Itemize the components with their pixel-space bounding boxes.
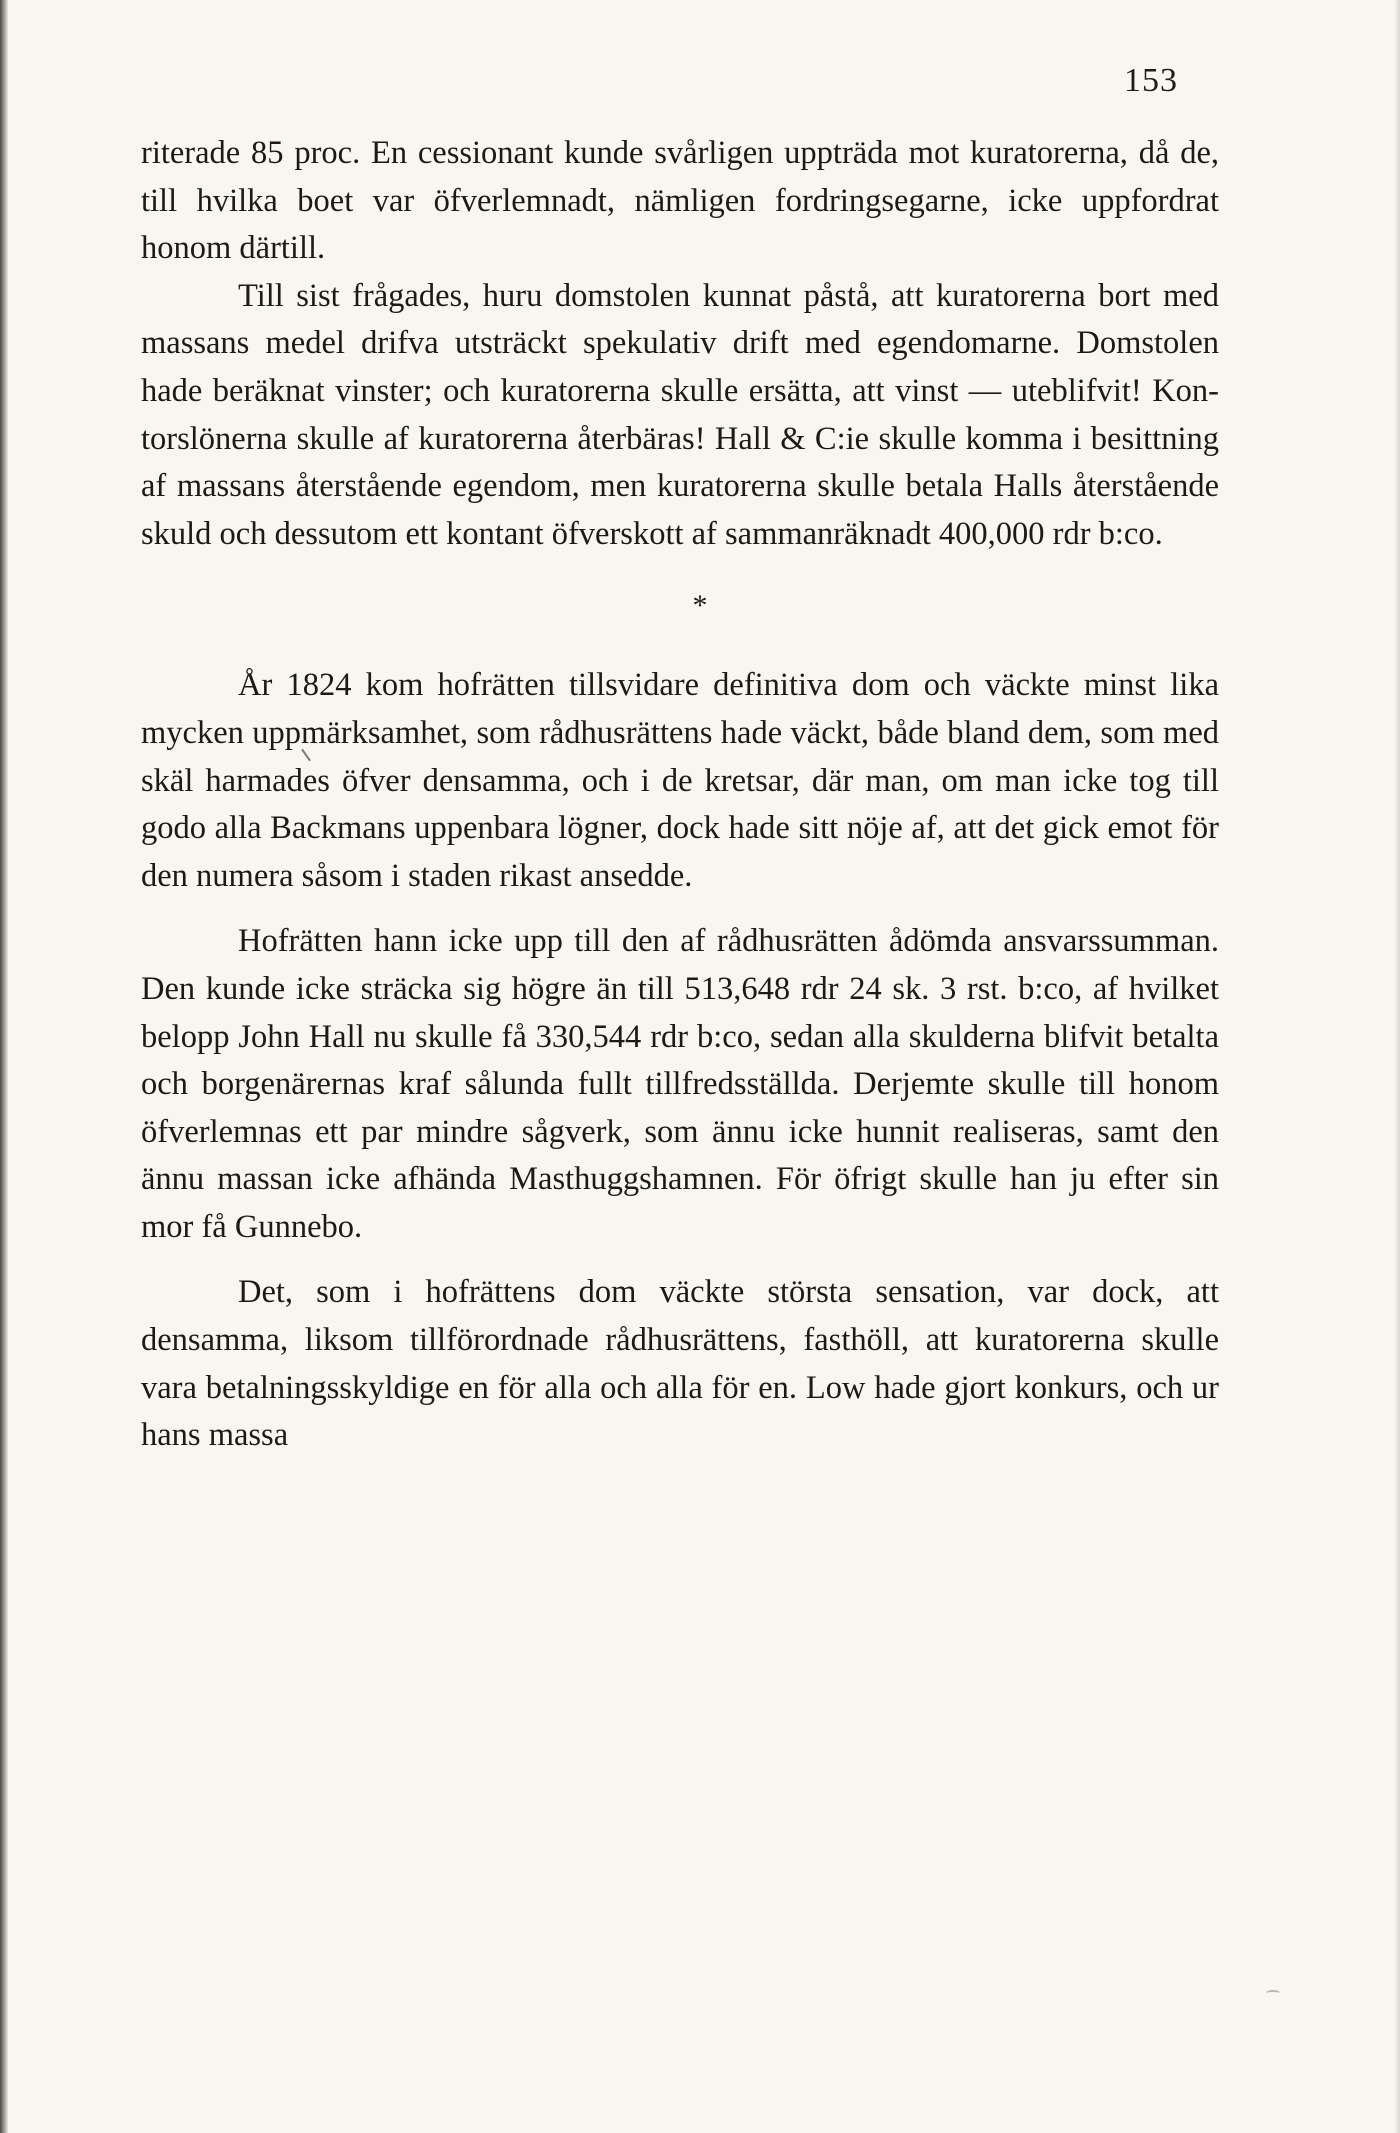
paper-blemish: [1266, 1990, 1280, 1996]
paragraph-4: Hofrätten hann icke upp till den af rådhusrätten ådömda ansvarssumman. Den kunde icke sträcka sig högre än till 513,648 rdr 24 sk. 3 rst. b:co, af hvilket belopp John Hall nu skulle få 330,544 rdr b:co, sedan alla skulderna blifvit betalta och borgenärernas kraf sålunda fullt tillfredsställda. Derjemte skulle till honom öfverlemnas ett par mindre sågverk, som ännu icke hunnit realiseras, samt den ännu massan icke afhända Masthuggshamnen. För öfrigt skulle han ju efter sin mor få Gunnebo.: [141, 923, 1219, 1245]
paragraph-2: Till sist frågades, huru domstolen kunnat påstå, att kuratorerna bort med massans medel drifva utsträckt spekulativ drift med egendomarne. Domstolen hade beräknat vinster; och kuratorerna skulle ersätta, att vinst — uteblifvit! Kontorslönerna skulle af kuratorerna återbäras! Hall & C:ie skulle komma i besittning af massans återstående egendom, men kuratorerna skulle betala Halls återstående skuld och dessutom ett kontant öfverskott af sammanräknadt 400,000 rdr b:co.: [141, 277, 1219, 552]
paragraph-1: riterade 85 proc. En cessionant kunde svårligen uppträda mot kuratorerna, då de, till hvilka boet var öfverlemnadt, nämligen fordringsegarne, icke uppfordrat honom därtill.: [141, 135, 1219, 267]
body-text: [141, 130, 1219, 1460]
section-break-asterisk: *: [692, 589, 708, 623]
page-outer-edge: [1394, 0, 1400, 2133]
page-binding-edge: [0, 0, 8, 2133]
paragraph-5: Det, som i hofrättens dom väckte största sensation, var dock, att densamma, liksom tillförordnade rådhusrättens, fasthöll, att kuratorerna skulle vara betalningsskyldige en för alla och alla för en. Low hade gjort konkurs, och ur hans massa: [141, 1274, 1219, 1454]
paragraph-3: År 1824 kom hofrätten tillsvidare definitiva dom och väckte minst lika mycken uppmärksamhet, som rådhusrättens hade väckt, både bland dem, som med skäl harmades öfver densamma, och i de kretsar, där man, om man icke tog till godo alla Backmans uppenbara lögner, dock hade sitt nöje af, att det gick emot för den numera såsom i staden rikast ansedde.: [141, 667, 1219, 894]
page-number: 153: [1124, 62, 1178, 99]
